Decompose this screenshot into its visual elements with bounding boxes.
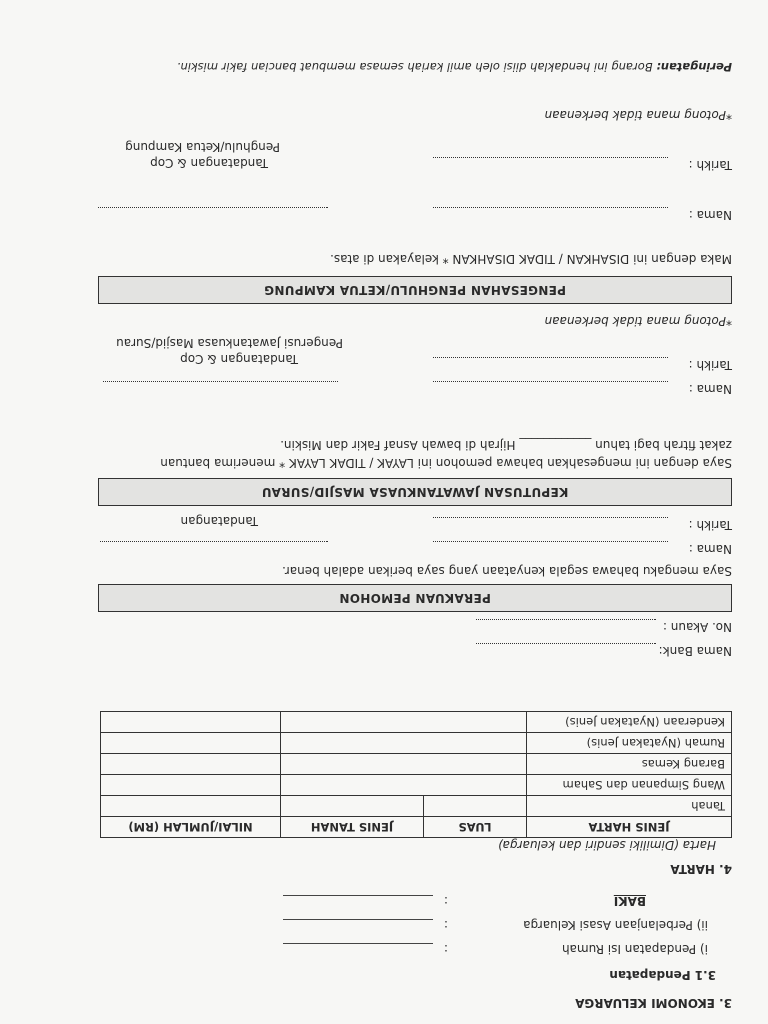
table-cell[interactable] [281, 775, 527, 796]
row-label: Tanah [527, 796, 732, 817]
section-4-title: 4. HARTA [670, 862, 732, 876]
table-row [101, 775, 732, 796]
masjid-tarikh-field[interactable] [433, 357, 668, 368]
masjid-sign-label-2: Pengerusi Jawatankuasa Masjid/Surau [116, 336, 343, 350]
col-luas: LUAS [424, 817, 527, 838]
perakuan-pemohon-banner: PERAKUAN PEMOHON [98, 584, 732, 612]
table-cell[interactable] [101, 796, 281, 817]
expense-label: ii) Perbelanjaan Asasi Keluarga [523, 918, 708, 932]
table-cell[interactable] [101, 733, 281, 754]
account-no-label: No. Akaun : [662, 620, 732, 634]
penghulu-tarikh-label: Tarikh : [688, 158, 732, 172]
pengesahan-penghulu-banner: PENGESAHAN PENGHULU/KETUA KAMPUNG [98, 276, 732, 304]
table-cell[interactable] [281, 712, 527, 733]
table-cell[interactable] [424, 796, 527, 817]
balance-line[interactable] [283, 895, 433, 906]
table-cell[interactable] [101, 712, 281, 733]
assets-table [100, 711, 732, 838]
income-line[interactable] [283, 943, 433, 954]
penghulu-tarikh-field[interactable] [433, 157, 668, 168]
table-row [101, 712, 732, 733]
masjid-footnote: *Potong mana tidak berkenaan [544, 314, 732, 328]
pemohon-tarikh-label: Tarikh : [688, 518, 732, 532]
warning-label: Peringatan: [656, 60, 732, 74]
pemohon-sign-label: Tandatangan [180, 514, 258, 528]
col-jenis-harta: JENIS HARTA [527, 817, 732, 838]
expense-colon: : [443, 918, 448, 932]
expense-line[interactable] [283, 919, 433, 930]
table-cell[interactable] [281, 796, 424, 817]
row-label: Kenderaan (Nyatakan Jenis) [527, 712, 732, 733]
penghulu-statement: Maka dengan ini DISAHKAN / TIDAK DISAHKAN * kelayakan di atas. [330, 252, 732, 266]
masjid-line-1: Saya dengan ini mengesahkan bahawa pemohon ini LAYAK / TIDAK LAYAK * menerima bantuan [160, 456, 732, 470]
keputusan-masjid-banner: KEPUTUSAN JAWATANKUASA MASJID/SURAU [98, 478, 732, 506]
masjid-line-2: zakat fitrah bagi tahun ____________ Hijrah di bawah Asnaf Fakir dan Miskin. [280, 438, 732, 452]
table-cell[interactable] [281, 754, 527, 775]
penghulu-footnote: *Potong mana tidak berkenaan [544, 108, 732, 122]
pemohon-tarikh-field[interactable] [433, 517, 668, 528]
penghulu-nama-label: Nama : [688, 208, 732, 222]
pemohon-nama-label: Nama : [688, 542, 732, 556]
balance-colon: : [443, 894, 448, 908]
table-row [101, 733, 732, 754]
row-label: Rumah (Nyatakan Jenis) [527, 733, 732, 754]
masjid-sign-field[interactable] [103, 381, 338, 392]
penghulu-sign-label-2: Penghulu/Ketua Kampung [125, 140, 280, 154]
income-label: i) Pendapatan Isi Rumah [561, 942, 708, 956]
assets-note: Harta (Dimiliki sendiri dan keluarga) [497, 838, 716, 852]
bank-name-field[interactable] [476, 643, 656, 654]
account-no-field[interactable] [476, 619, 656, 630]
table-row [101, 796, 732, 817]
pemohon-nama-field[interactable] [433, 541, 668, 552]
col-nilai: NILAI/JUMLAH (RM) [101, 817, 281, 838]
col-jenis-tanah: JENIS TANAH [281, 817, 424, 838]
table-cell[interactable] [101, 775, 281, 796]
section-3-title: 3. EKONOMI KELUARGA [575, 996, 732, 1010]
income-colon: : [443, 942, 448, 956]
table-row [101, 754, 732, 775]
penghulu-nama-field[interactable] [433, 207, 668, 218]
masjid-nama-field[interactable] [433, 381, 668, 392]
pemohon-sign-field[interactable] [100, 541, 328, 552]
row-label: Barang Kemas [527, 754, 732, 775]
warning-text [177, 60, 732, 74]
table-cell[interactable] [281, 733, 527, 754]
penghulu-sign-label-1: Tandatangan & Cop [150, 156, 268, 170]
masjid-nama-label: Nama : [688, 382, 732, 396]
bank-name-label: Nama Bank: [658, 644, 732, 658]
pemohon-statement: Saya mengaku bahawa segala kenyataan yang saya berikan adalah benar. [282, 564, 732, 578]
masjid-tarikh-label: Tarikh : [688, 358, 732, 372]
masjid-sign-label-1: Tandatangan & Cop [180, 352, 298, 366]
penghulu-sign-field[interactable] [98, 207, 328, 218]
table-cell[interactable] [101, 754, 281, 775]
balance-label: BAKI [613, 894, 646, 908]
row-label: Wang Simpanan dan Saham [527, 775, 732, 796]
assets-table-header [101, 817, 732, 838]
section-3-1-title: 3.1 Pendapatan [609, 968, 716, 982]
warning-body: Borang ini hendaklah diisi oleh amil kariah semasa membuat bancian fakir miskin. [176, 60, 653, 74]
